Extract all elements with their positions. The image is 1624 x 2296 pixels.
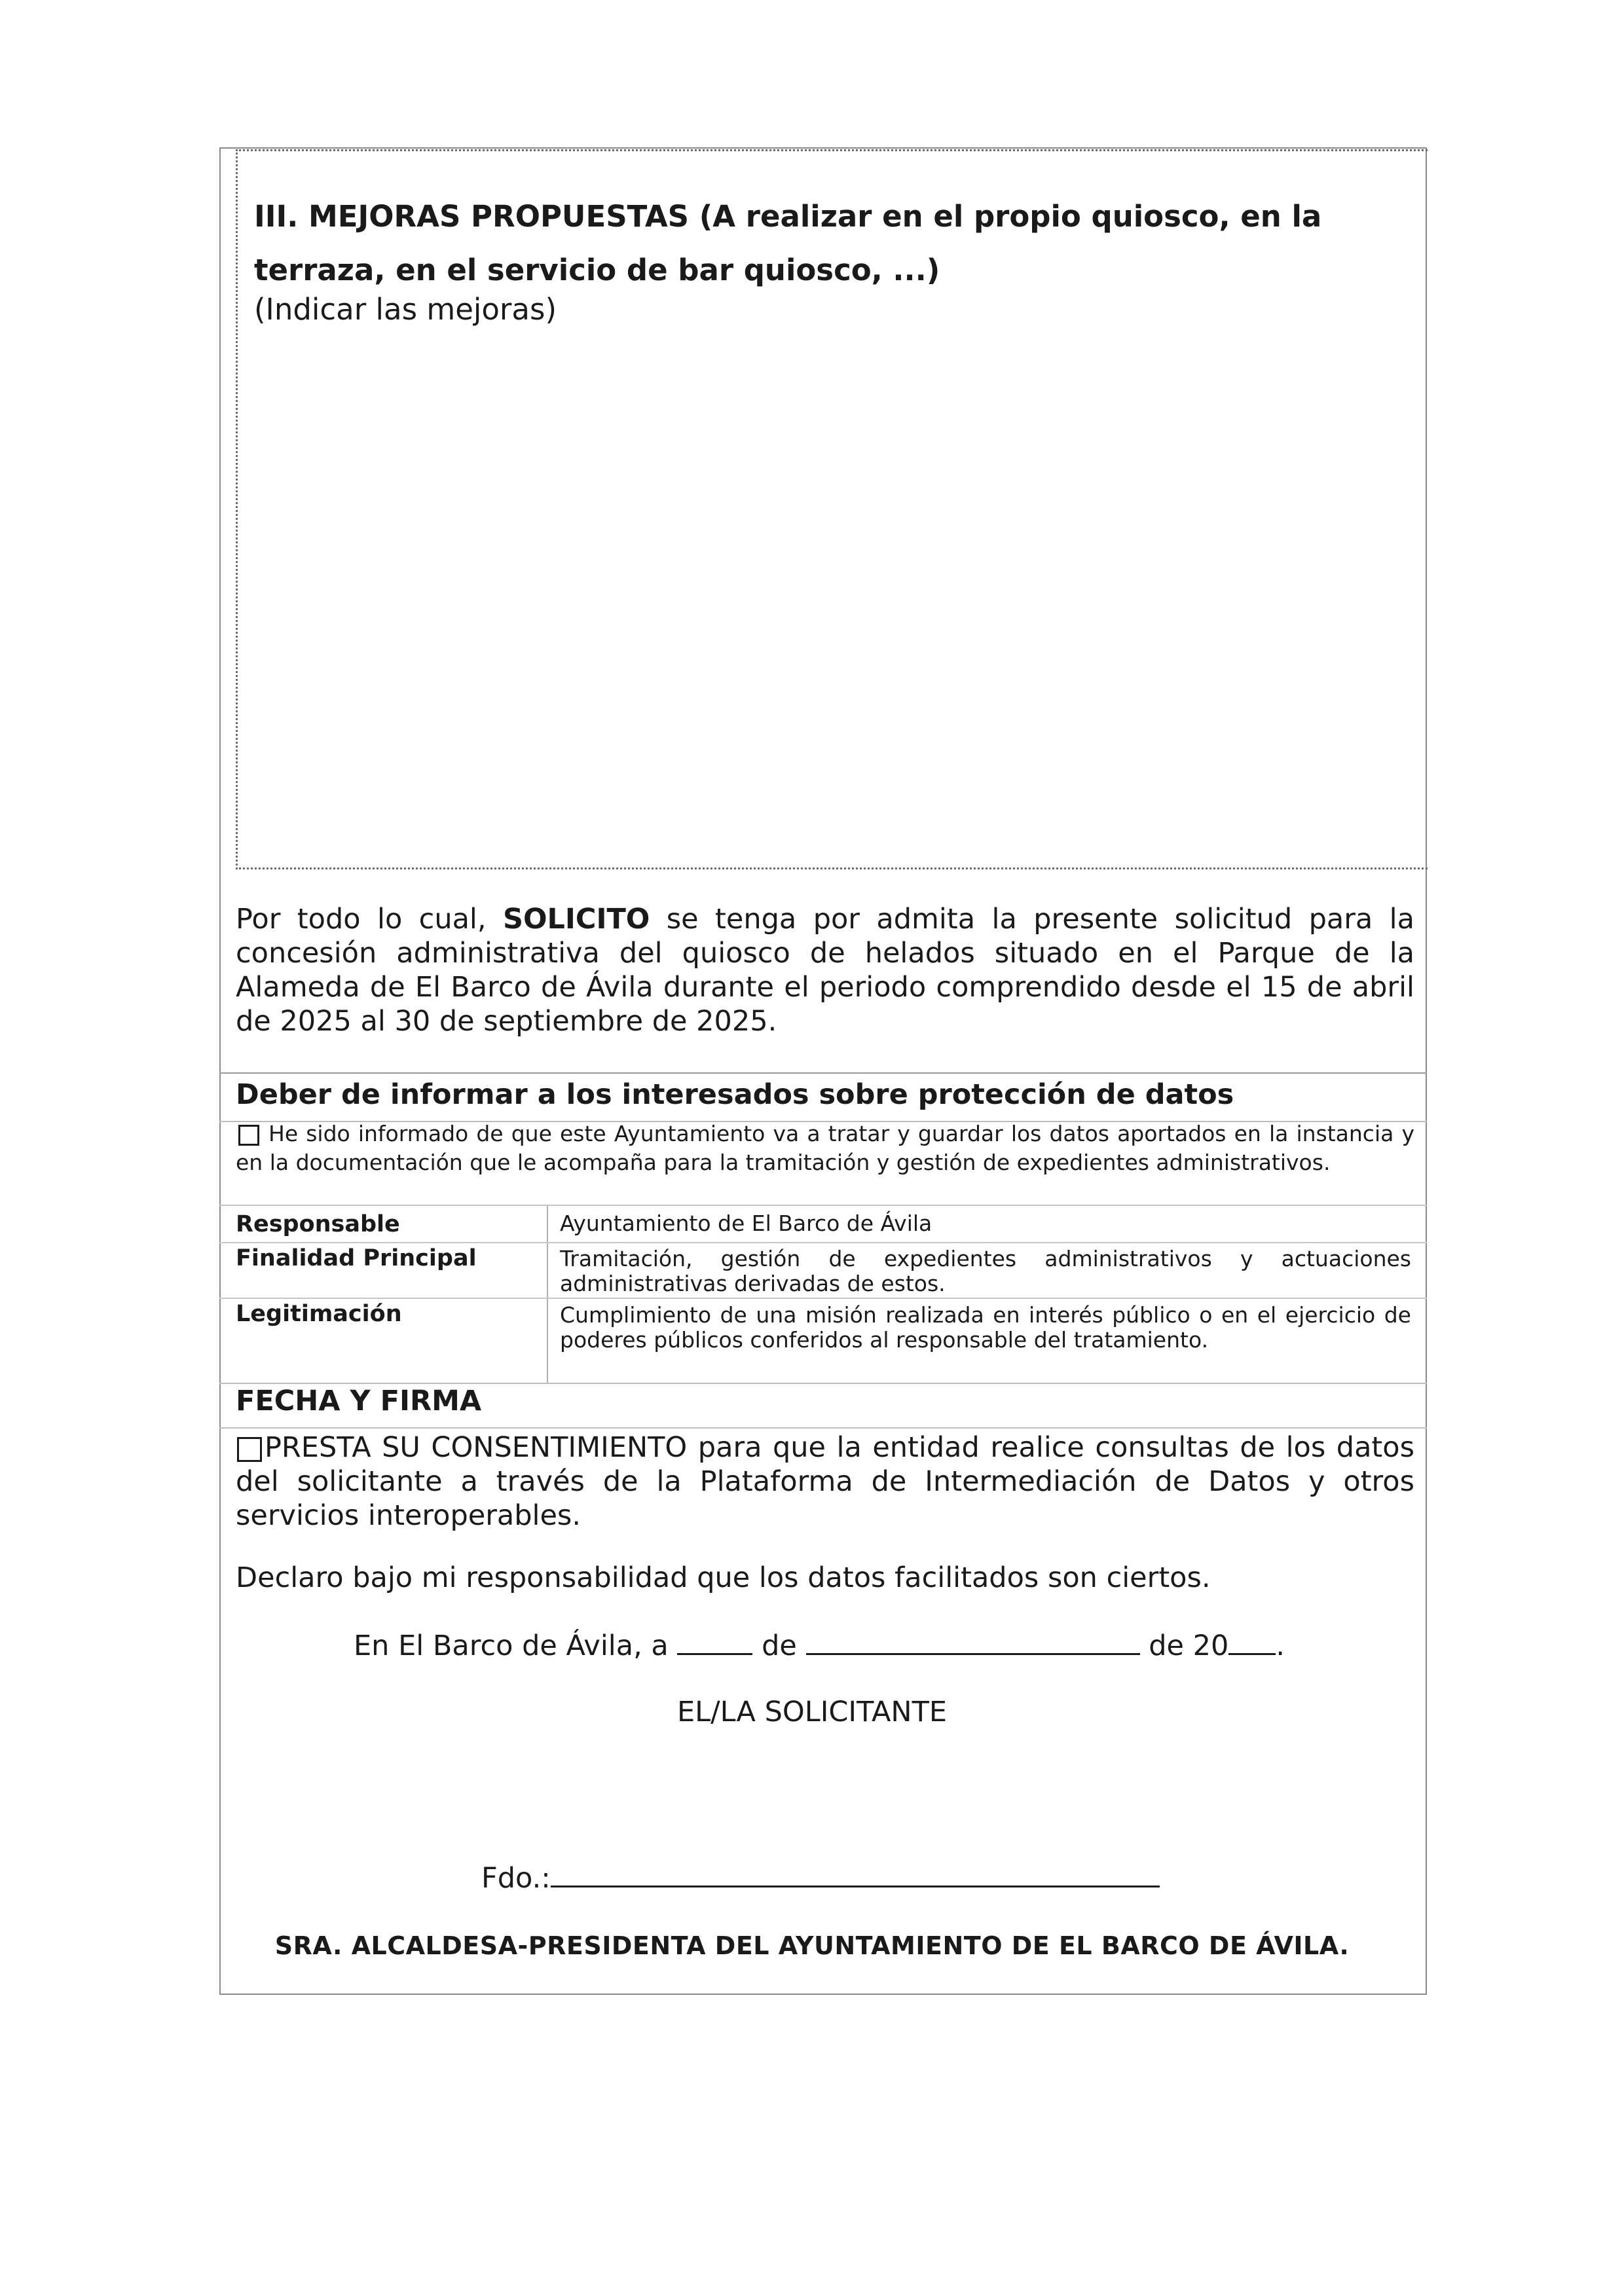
row-label-legitimacion: Legitimación <box>236 1301 402 1327</box>
consent-paragraph <box>236 1430 1414 1533</box>
row-value-responsable: Ayuntamiento de El Barco de Ávila <box>560 1211 932 1236</box>
row-value-finalidad: Tramitación, gestión de expedientes administrativos y actuaciones administrativas derivadas de estos. <box>560 1246 1411 1296</box>
divider <box>219 1298 1427 1299</box>
informado-checkbox[interactable] <box>238 1125 259 1146</box>
consent-checkbox[interactable] <box>237 1437 262 1462</box>
fdo-label: Fdo.: <box>481 1862 551 1895</box>
mejoras-instruction: (Indicar las mejoras) <box>254 292 557 327</box>
row-label-responsable: Responsable <box>236 1211 400 1237</box>
solicitud-prefix: Por todo lo cual, <box>236 903 503 936</box>
mejoras-title: III. MEJORAS PROPUESTAS (A realizar en el propio quiosco, en la terraza, en el servicio de bar quiosco, ...) <box>254 199 1322 287</box>
divider <box>219 1427 1427 1429</box>
year-blank[interactable] <box>1228 1627 1276 1655</box>
date-line <box>354 1627 1285 1662</box>
signature-blank[interactable] <box>551 1859 1160 1887</box>
divider <box>219 1383 1427 1384</box>
lugar-text: En El Barco de Ávila, a <box>354 1630 669 1662</box>
divider <box>219 1242 1427 1243</box>
divider <box>219 1072 1427 1074</box>
date-end: . <box>1276 1630 1285 1662</box>
de-text: de <box>762 1630 797 1662</box>
consent-text: PRESTA SU CONSENTIMIENTO para que la entidad realice consultas de los datos del solicitante a través de la Plataforma de Intermediación de Datos y otros servicios interoperables. <box>236 1431 1414 1532</box>
row-label-finalidad: Finalidad Principal <box>236 1245 477 1271</box>
informado-paragraph <box>236 1120 1414 1177</box>
solicitante-label: EL/LA SOLICITANTE <box>676 1696 948 1728</box>
solicitud-body: se tenga por admita la presente solicitud para la concesión administrativa del quiosco de helados situado en el Parque de la Alameda de El Barco de Ávila durante el periodo comprendido desde el 15 de abril de 2025 al 30 de septiembre de 2025. <box>236 903 1414 1038</box>
firma-heading: FECHA Y FIRMA <box>236 1385 482 1417</box>
table-divider <box>547 1206 548 1383</box>
destinatario: SRA. ALCALDESA-PRESIDENTA DEL AYUNTAMIENTO DE EL BARCO DE ÁVILA. <box>274 1931 1350 1960</box>
month-blank[interactable] <box>806 1627 1140 1655</box>
row-value-legitimacion: Cumplimiento de una misión realizada en interés público o en el ejercicio de poderes públicos conferidos al responsable del tratamiento. <box>560 1302 1411 1353</box>
proteccion-heading: Deber de informar a los interesados sobre protección de datos <box>236 1078 1234 1111</box>
day-blank[interactable] <box>677 1627 752 1655</box>
signature-line <box>481 1859 1160 1895</box>
declaro-text: Declaro bajo mi responsabilidad que los datos facilitados son ciertos. <box>236 1561 1211 1594</box>
solicitud-keyword: SOLICITO <box>502 903 650 936</box>
solicitud-paragraph <box>236 902 1414 1038</box>
divider <box>219 1205 1427 1206</box>
informado-text: He sido informado de que este Ayuntamiento va a tratar y guardar los datos aportados en la instancia y en la documentación que le acompaña para la tramitación y gestión de expedientes administrativos. <box>236 1121 1414 1175</box>
year-prefix: de 20 <box>1149 1630 1229 1662</box>
